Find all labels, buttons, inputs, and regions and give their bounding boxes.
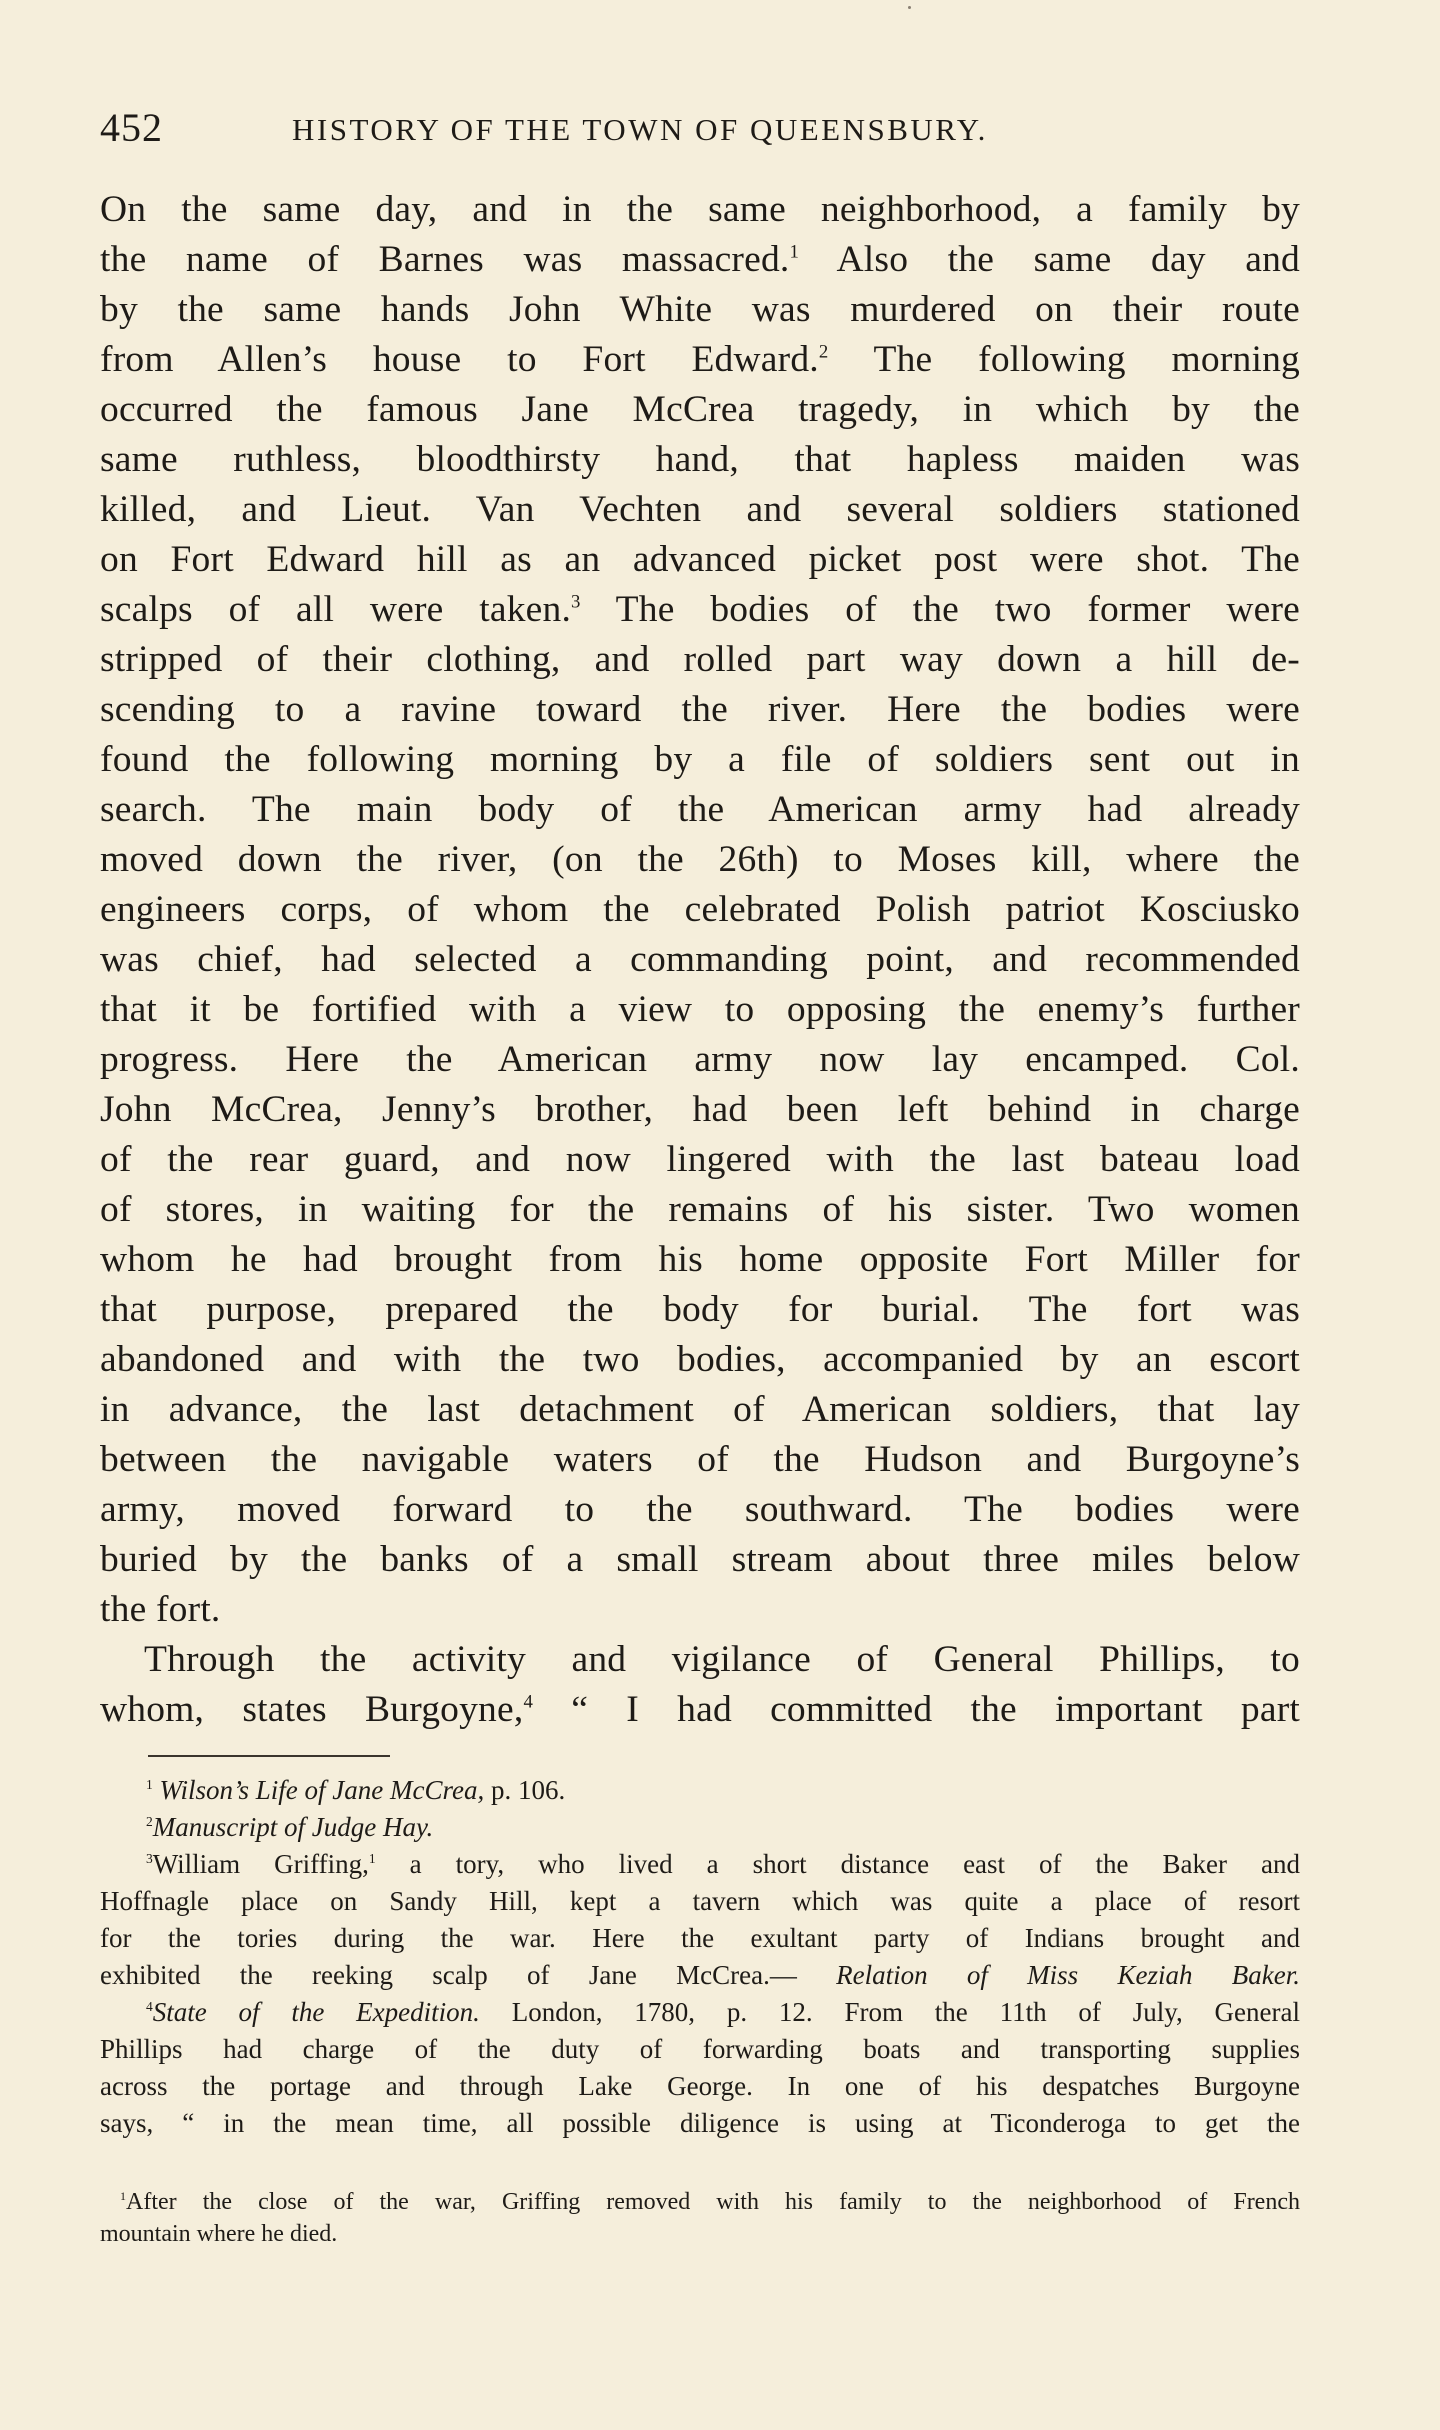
text-line: army, moved forward to the southward. The bodies were <box>100 1489 1300 1530</box>
text-line: scalps of all were taken.$^3$ The bodies of the two former were <box>100 589 1301 630</box>
text-line: on Fort Edward hill as an advanced picket post were shot. The <box>100 539 1300 580</box>
text-line: the name of Barnes was massacred.$^1$ Also the same day and <box>100 239 1301 280</box>
text-line: was chief, had selected a commanding point, and recommended <box>100 939 1300 980</box>
text-line: whom he had brought from his home opposite Fort Miller for <box>100 1239 1300 1280</box>
text-line: that it be fortified with a view to opposing the enemy’s further <box>100 989 1300 1030</box>
sub-footnotes <box>100 2186 1300 2250</box>
footnote-4-line: Phillips had charge of the duty of forwarding boats and transporting supplies <box>100 2034 1300 2064</box>
text-line: progress. Here the American army now lay encamped. Col. <box>100 1039 1300 1080</box>
text-line: of stores, in waiting for the remains of his sister. Two women <box>100 1189 1300 1230</box>
text-line: from Allen’s house to Fort Edward.$^2$ The following morning <box>100 339 1300 380</box>
text-line: stripped of their clothing, and rolled part way down a hill de- <box>100 639 1300 680</box>
text-line: that purpose, prepared the body for burial. The fort was <box>100 1289 1300 1330</box>
text-line: search. The main body of the American army had already <box>100 789 1300 830</box>
footnote-ref: 3 <box>571 591 581 613</box>
text-line: found the following morning by a file of soldiers sent out in <box>100 739 1300 780</box>
text-line: On the same day, and in the same neighborhood, a family by <box>100 189 1300 230</box>
page-number: 452 <box>100 105 163 150</box>
footnote-3-line: Hoffnagle place on Sandy Hill, kept a tavern which was quite a place of resort <box>100 1886 1300 1916</box>
text-line: John McCrea, Jenny’s brother, had been left behind in charge <box>100 1089 1300 1130</box>
footnotes <box>100 1772 1300 2142</box>
text-line: engineers corps, of whom the celebrated Polish patriot Kosciusko <box>100 889 1300 930</box>
sub-footnote-1: $^1$After the close of the war, Griffing removed with his family to the neighborhood of French <box>120 2189 1300 2215</box>
footnote-1: $^1$ Wilson’s Life of Jane McCrea, p. 106. <box>146 1775 566 1805</box>
text-line: scending to a ravine toward the river. Here the bodies were <box>100 689 1300 730</box>
footnote-3-line: exhibited the reeking scalp of Jane McCrea.— Relation of Miss Keziah Baker. <box>100 1960 1300 1990</box>
footnote-rule <box>148 1755 390 1757</box>
paper-speck <box>908 6 911 9</box>
text-line: moved down the river, (on the 26th) to Moses kill, where the <box>100 839 1300 880</box>
text-line: between the navigable waters of the Hudson and Burgoyne’s <box>100 1439 1300 1480</box>
text-line: same ruthless, bloodthirsty hand, that hapless maiden was <box>100 439 1300 480</box>
footnote-ref: 2 <box>818 341 829 363</box>
text-line: abandoned and with the two bodies, accompanied by an escort <box>100 1339 1300 1380</box>
text-line: the fort. <box>100 1589 221 1630</box>
sub-footnote-1-line: mountain where he died. <box>100 2221 338 2247</box>
footnote-3: $^3$William Griffing,$^1$ a tory, who lived a short distance east of the Baker and <box>146 1849 1300 1879</box>
footnote-4: $^4$State of the Expedition. London, 1780, p. 12. From the 11th of July, General <box>146 1997 1300 2027</box>
running-title: HISTORY OF THE TOWN OF QUEENSBURY. <box>292 112 988 147</box>
footnote-ref: 1 <box>789 241 800 263</box>
text-line: Through the activity and vigilance of General Phillips, to <box>144 1639 1300 1680</box>
text-line: buried by the banks of a small stream about three miles below <box>100 1539 1300 1580</box>
main-text <box>100 185 1300 1735</box>
page-header <box>100 104 1300 154</box>
footnote-ref: 4 <box>523 1691 534 1713</box>
text-line: of the rear guard, and now lingered with the last bateau load <box>100 1139 1300 1180</box>
text-line: whom, states Burgoyne,$^4$ “ I had committed the important part <box>100 1689 1300 1730</box>
footnote-4-line: says, “ in the mean time, all possible diligence is using at Ticonderoga to get the <box>100 2108 1300 2138</box>
text-line: killed, and Lieut. Van Vechten and several soldiers stationed <box>100 489 1300 530</box>
footnote-4-line: across the portage and through Lake George. In one of his despatches Burgoyne <box>100 2071 1300 2101</box>
footnote-3-line: for the tories during the war. Here the exultant party of Indians brought and <box>100 1923 1300 1953</box>
text-line: occurred the famous Jane McCrea tragedy, in which by the <box>100 389 1300 430</box>
text-line: in advance, the last detachment of American soldiers, that lay <box>100 1389 1300 1430</box>
text-line: by the same hands John White was murdered on their route <box>100 289 1300 330</box>
footnote-2: $^2$Manuscript of Judge Hay. <box>146 1812 434 1842</box>
